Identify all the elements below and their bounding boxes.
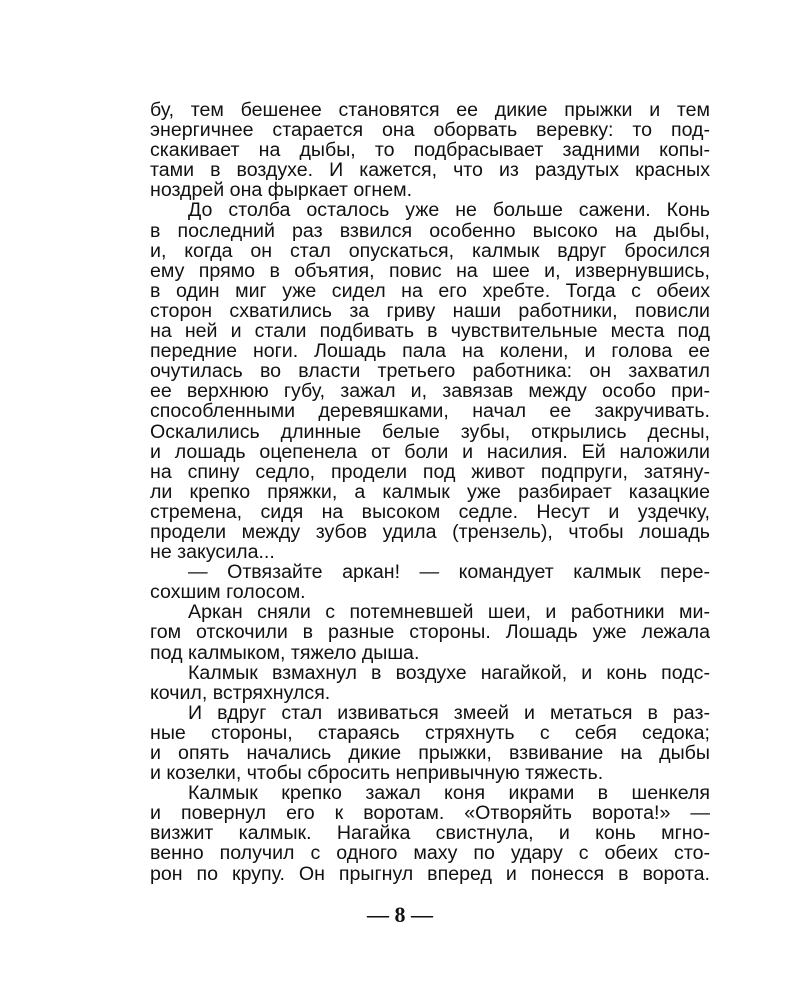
text-line: ные стороны, стараясь стряхнуть с себя седока; [150,721,710,744]
text-line: Калмык взмахнул в воздухе нагайкой, и конь подс- [188,661,710,684]
text-line: сохшим голосом. [150,581,306,604]
page-number: — 8 — [367,902,433,927]
text-line: ему прямо в объятия, повис на шее и, извернувшись, [150,259,710,282]
text-line: и опять начались дикие прыжки, взвивание на дыбы [150,742,710,764]
text-line: венно получил с одного маху по удару с обеих сто- [150,842,710,865]
text-line: не закусила... [150,541,275,564]
text-line: и, когда он стал опускаться, калмык вдруг бросился [150,239,710,262]
text-line: ли крепко пряжки, а калмык уже разбирает казацкие [150,480,710,503]
text-line: кочил, встряхнулся. [150,681,331,704]
text-line: — Отвязайте аркан! — командует калмык пере- [188,561,710,584]
text-line: в один миг уже сидел на его хребте. Тогда с обеих [150,279,710,302]
text-line: стремена, сидя на высоком седле. Несут и уздечку, [150,500,710,523]
body-text [150,100,710,884]
text-line: Оскалились длинные белые зубы, открылись десны, [150,420,710,443]
text-line: очутилась во власти третьего работника: он захватил [150,360,710,383]
text-line: на спину седло, продели под живот подпруги, затяну- [150,460,710,483]
text-line: визжит калмык. Нагайка свистнула, и конь мгно- [150,822,710,845]
text-line: Аркан сняли с потемневшей шеи, и работники ми- [188,601,710,624]
text-line: скакивает на дыбы, то подбрасывает задними копы- [150,139,710,162]
text-line: ее верхнюю губу, зажал и, завязав между особо при- [150,380,710,403]
text-line: До столба осталось уже не больше сажени. Конь [188,199,710,222]
text-line: на ней и стали подбивать в чувствительные места под [150,320,710,343]
text-line: И вдруг стал извиваться змеей и метаться в раз- [188,701,710,724]
text-line: тами в воздухе. И кажется, что из раздутых красных [150,159,710,182]
text-line: способленными деревяшками, начал ее закручивать. [150,400,710,423]
text-line: передние ноги. Лошадь пала на колени, и голова ее [150,340,710,363]
text-line: продели между зубов удила (трензель), чтобы лошадь [150,520,710,543]
text-line: гом отскочили в разные стороны. Лошадь уже лежала [150,621,710,644]
text-line: и повернул его к воротам. «Отворяйть ворота!» — [150,802,710,825]
text-line: и лошадь оцепенела от боли и насилия. Ей наложили [150,440,710,463]
text-line: ноздрей она фыркает огнем. [150,179,413,202]
text-line: под калмыком, тяжело дыша. [150,641,420,664]
text-line: Калмык крепко зажал коня икрами в шенкеля [188,782,710,805]
text-line: рон по крупу. Он прыгнул вперед и понесся в ворота. [150,862,710,885]
text-line: и козелки, чтобы сбросить непривычную тяжесть. [150,762,604,785]
text-line: сторон схватились за гриву наши работники, повисли [150,299,710,322]
text-line: энергичнее старается она оборвать веревку: то под- [150,119,710,142]
text-line: в последний раз взвился особенно высоко на дыбы, [150,219,710,242]
text-line: бу, тем бешенее становятся ее дикие прыжки и тем [150,99,710,121]
